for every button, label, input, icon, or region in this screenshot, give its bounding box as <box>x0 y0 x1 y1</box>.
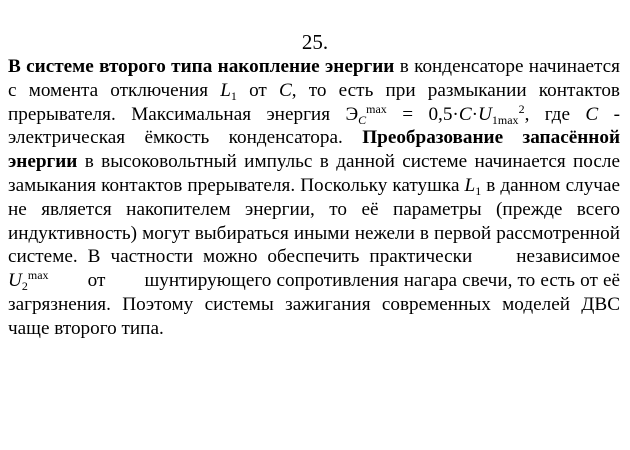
body-paragraph: В системе второго типа накопление энергии в конденсаторе начинается с момента отключения $L_1$ от C, то есть при размыкании контактов прерывателя. Максимальная энергия $Э_C^{max} = 0,5\cdot C\cdot U_{1max}^2$, где C - электрическая ёмкость конденсатора. Преобразование запасённой энергии в высоковольтный импульс в данной системе начинается после замыкания контактов прерывателя. Поскольку катушка $L_1$ в данном случае не является накопителем энергии, то её параметры (прежде всего индуктивность) могут выбираться иными нежели в первой рассмотренной системе. В частности можно обеспечить практически независимое $U_2^{max}$ от шунтирующего сопротивления нагара свечи, то есть от её загрязнения. Поэтому системы зажигания современных моделей ДВС чаще второго типа. <box>8 56 621 339</box>
term-energy-storage: В системе второго типа накопление энергии <box>8 56 395 77</box>
term-energy-conversion: Преобразование запасённой энергии <box>8 127 620 173</box>
var-L: L <box>220 79 231 101</box>
var-U2: U <box>8 270 22 292</box>
var-C: C <box>278 79 292 101</box>
page-number: 25. <box>301 30 329 54</box>
